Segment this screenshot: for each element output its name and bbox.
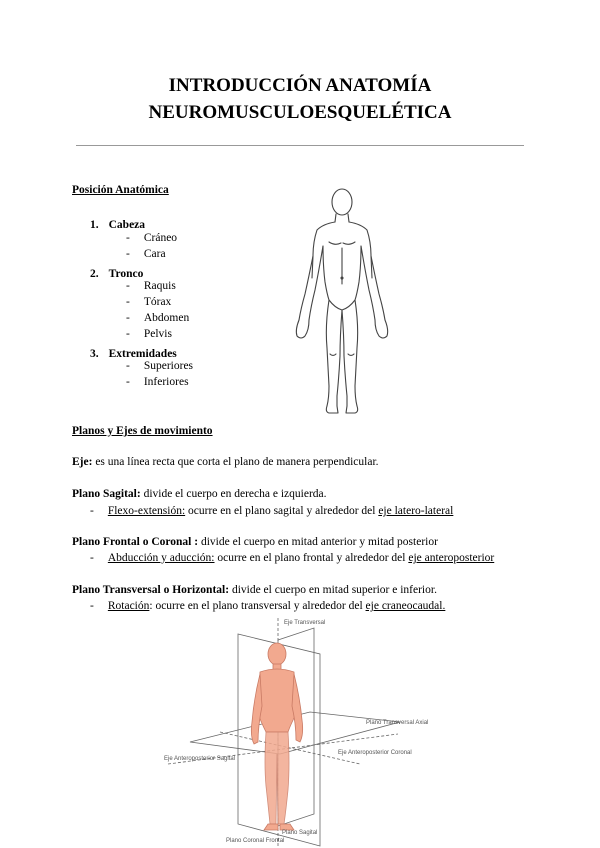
list-subitem: - Cara [126, 248, 166, 260]
label-mid-right: Eje Anteroposterior Coronal [338, 750, 412, 756]
label-bottom-left: Plano Coronal Frontal [226, 838, 285, 844]
anatomical-position-figure [285, 186, 400, 418]
list-subitem: - Tórax [126, 296, 172, 308]
section-heading-planos: Planos y Ejes de movimiento [72, 425, 213, 437]
title-line-1: INTRODUCCIÓN ANATOMÍA [168, 75, 432, 96]
plano-sagital: Plano Sagital: divide el cuerpo en derecha e izquierda. [72, 488, 327, 500]
body-figure [251, 643, 302, 830]
frontal-bullet: - Abducción y aducción: ocurre en el plano frontal y alrededor del eje anteroposterior [90, 552, 495, 564]
label-bottom-right: Plano Sagital [282, 830, 318, 836]
plano-transversal: Plano Transversal o Horizontal: divide el cuerpo en mitad superior e inferior. [72, 584, 437, 596]
list-subitem: - Pelvis [126, 328, 172, 340]
document-title [0, 72, 600, 126]
section-heading-posicion: Posición Anatómica [72, 184, 169, 196]
list-subitem: - Cráneo [126, 232, 178, 244]
list-item: 3. Extremidades [90, 348, 177, 360]
list-subitem: - Abdomen [126, 312, 190, 324]
label-right: Plano Transversal Axial [366, 720, 429, 726]
label-left: Eje Anteroposterior Sagital [164, 756, 236, 762]
sagital-bullet: - Flexo-extensión: ocurre en el plano sagital y alrededor del eje latero-lateral [90, 505, 454, 517]
list-subitem: - Inferiores [126, 376, 189, 388]
plano-frontal: Plano Frontal o Coronal : divide el cuerpo en mitad anterior y mitad posterior [72, 536, 438, 548]
transversal-bullet: - Rotación: ocurre en el plano transversal y alrededor del eje craneocaudal. [90, 600, 446, 612]
list-subitem: - Raquis [126, 280, 176, 292]
list-item: 2. Tronco [90, 268, 144, 280]
ap-axis [220, 732, 360, 764]
body-planes-diagram [160, 614, 430, 848]
title-line-2: NEUROMUSCULOESQUELÉTICA [148, 102, 452, 123]
label-top: Eje Transversal [284, 620, 326, 626]
eje-definition: Eje: es una línea recta que corta el plano de manera perpendicular. [72, 456, 379, 468]
list-subitem: - Superiores [126, 360, 194, 372]
list-item: 1. Cabeza [90, 219, 146, 231]
title-divider [76, 145, 524, 146]
